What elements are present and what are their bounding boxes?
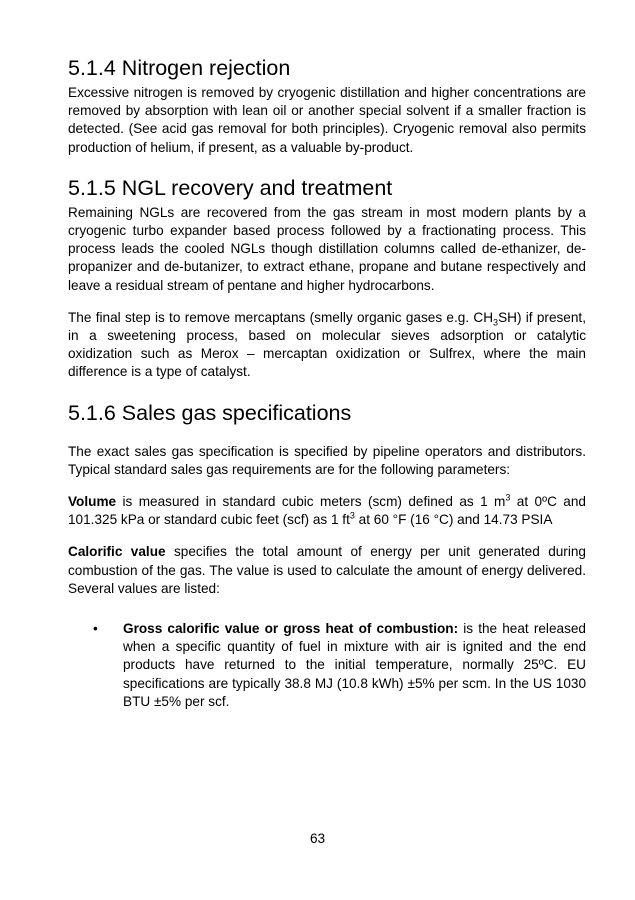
- volume-term: Volume: [68, 494, 117, 510]
- calorific-list: [68, 620, 586, 711]
- paragraph-volume: [68, 493, 586, 529]
- volume-text-b: at 0ºC and 101.325 kPa or standard cubic feet (scf) as 1 ft: [68, 494, 586, 528]
- document-page: [68, 55, 586, 711]
- list-item: [68, 620, 586, 711]
- volume-text-a: is measured in standard cubic meters (scm) defined as 1 m: [116, 494, 506, 510]
- heading-sales-gas-specifications: 5.1.6 Sales gas specifications: [68, 400, 352, 425]
- paragraph-nitrogen-rejection: Excessive nitrogen is removed by cryogenic distillation and higher concentrations are removed by absorption with lean oil or another special solvent if a smaller fraction is detected. (See acid gas removal for both principles). Cryogenic removal also permits production of helium, if present, as a valuable by-product.: [68, 85, 586, 155]
- bullet-term: Gross calorific value or gross heat of combustion:: [123, 621, 459, 637]
- bullet-icon: •: [93, 621, 98, 637]
- heading-nitrogen-rejection: 5.1.4 Nitrogen rejection: [68, 56, 291, 80]
- volume-sup-ft3: 3: [349, 510, 355, 521]
- paragraph-mercaptans: [68, 309, 586, 382]
- paragraph-calorific-value: [68, 543, 586, 598]
- mercaptans-text-a: The final step is to remove mercaptans (smelly organic gases e.g. CH: [68, 309, 494, 325]
- volume-sup-m3: 3: [505, 492, 511, 503]
- heading-ngl-recovery: 5.1.5 NGL recovery and treatment: [68, 175, 393, 200]
- mercaptans-subscript: 3: [493, 317, 499, 328]
- paragraph-ngl-recovery: Remaining NGLs are recovered from the gas stream in most modern plants by a cryogenic turbo expander based process followed by a fractionating process. This process leads the cooled NGLs though distillation columns called de-ethanizer, de-propanizer and de-butanizer, to extract ethane, propane and butane respectively and leave a residual stream of pentane and higher hydrocarbons.: [68, 204, 586, 293]
- calorific-text: specifies the total amount of energy per unit generated during combustion of the gas. The value is used to calculate the amount of energy delivered. Several values are listed:: [68, 544, 586, 596]
- page-number: 63: [309, 831, 326, 846]
- bullet-text: is the heat released when a specific quantity of fuel in mixture with air is ignited and the end products have returned to the initial temperature, normally 25ºC. EU specifications are typically 38.8 MJ (10.8 kWh) ±5% per scm. In the US 1030 BTU ±5% per scf.: [123, 621, 586, 709]
- mercaptans-text-b: SH) if present, in a sweetening process, based on molecular sieves adsorption or catalytic oxidization such as Merox – mercaptan oxidization or Sulfrex, where the main difference is a type of catalyst.: [68, 309, 586, 380]
- volume-text-c: at 60 °F (16 °C) and 14.73 PSIA: [354, 512, 553, 528]
- calorific-term: Calorific value: [68, 544, 166, 560]
- paragraph-sales-gas-intro: The exact sales gas specification is specified by pipeline operators and distributors. Typical standard sales gas requirements are for the following parameters:: [68, 443, 586, 477]
